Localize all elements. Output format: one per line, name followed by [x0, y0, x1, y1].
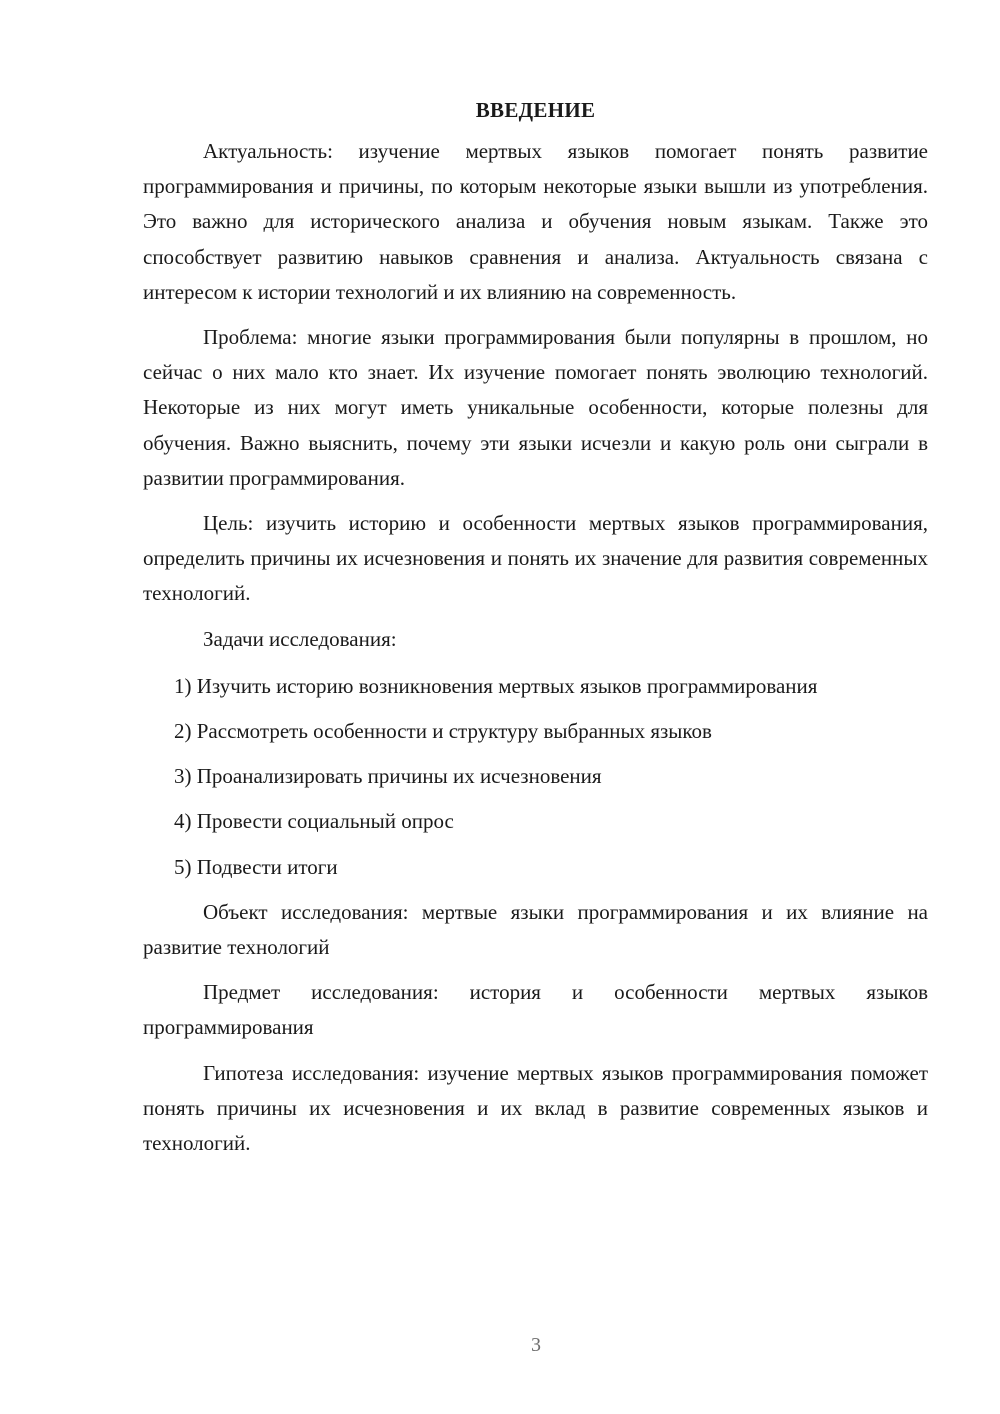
page-number: 3: [531, 1334, 541, 1356]
subject-paragraph: Предмет исследования: история и особенности мертвых языков программирования: [143, 980, 928, 1040]
task-item: 4) Провести социальный опрос: [174, 809, 454, 834]
goal-paragraph: Цель: изучить историю и особенности мертвых языков программирования, определить причины их исчезновения и понять их значение для развития современных технологий.: [143, 511, 928, 606]
tasks-heading: Задачи исследования:: [203, 626, 397, 651]
hypothesis-paragraph: Гипотеза исследования: изучение мертвых языков программирования поможет понять причины их исчезновения и их вклад в развитие современных языков и технологий.: [143, 1060, 928, 1156]
task-item: 2) Рассмотреть особенности и структуру выбранных языков: [174, 719, 712, 744]
task-item: 1) Изучить историю возникновения мертвых языков программирования: [174, 673, 818, 698]
task-item: 5) Подвести итоги: [174, 854, 338, 879]
task-item: 3) Проанализировать причины их исчезновения: [174, 764, 602, 789]
document-page: [143, 93, 928, 1171]
tasks-list: [143, 669, 928, 885]
object-paragraph: Объект исследования: мертвые языки программирования и их влияние на развитие технологий: [143, 899, 928, 960]
relevance-paragraph: Актуальность: изучение мертвых языков помогает понять развитие программирования и причины, по которым некоторые языки вышли из употребления. Это важно для исторического анализа и обучения новым языкам. Также это способствует развитию навыков сравнения и анализа. Актуальность связана с интересом к истории технологий и их влиянию на современность.: [143, 139, 928, 304]
section-title: ВВЕДЕНИЕ: [475, 98, 596, 122]
problem-paragraph: Проблема: многие языки программирования были популярны в прошлом, но сейчас о них мало кто знает. Их изучение помогает понять эволюцию технологий. Некоторые из них могут иметь уникальные особенности, которые полезны для обучения. Важно выяснить, почему эти языки исчезли и какую роль они сыграли в развитии программирования.: [143, 325, 928, 490]
